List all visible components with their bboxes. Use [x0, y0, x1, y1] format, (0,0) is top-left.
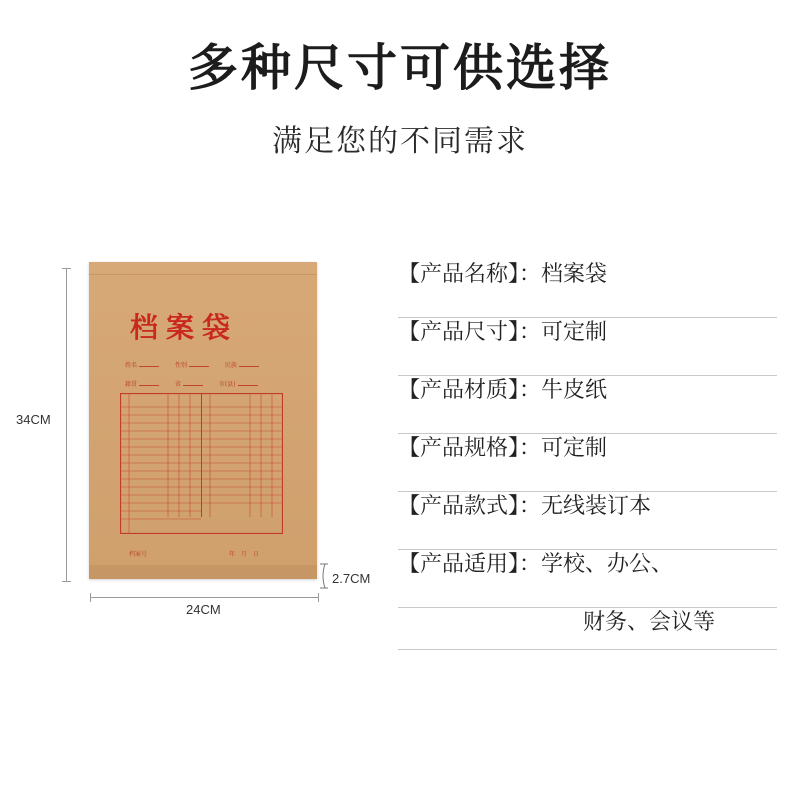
spec-value: 无线装订本: [541, 494, 652, 519]
spec-separator: ：: [519, 262, 542, 287]
envelope-date-label: 年 月 日: [229, 551, 260, 558]
spec-row-style: [398, 492, 777, 550]
envelope-field: 市(县): [219, 379, 258, 388]
spec-value: 学校、办公、: [541, 552, 674, 577]
spec-label: 【产品规格】: [398, 436, 520, 461]
envelope-record-table: [120, 393, 283, 534]
envelope-bottom-gusset: [89, 565, 317, 579]
spec-label: 【产品名称】: [398, 262, 520, 287]
spec-separator: ：: [519, 494, 542, 519]
width-dimension-line: [90, 597, 319, 598]
height-label: 34CM: [16, 412, 51, 427]
spec-row-specification: [398, 434, 777, 492]
spec-separator: ：: [519, 320, 542, 345]
spec-separator: ：: [519, 552, 542, 577]
spec-value: 可定制: [541, 436, 608, 461]
page-subtitle: 满足您的不同需求: [272, 124, 528, 159]
spec-row-material: [398, 376, 777, 434]
spec-row-size: [398, 318, 777, 376]
spec-separator: ：: [519, 436, 542, 461]
spec-row-name: [398, 260, 777, 318]
envelope-field-row: [125, 360, 273, 369]
archive-envelope-image: [89, 262, 317, 579]
spec-label: 【产品尺寸】: [398, 320, 520, 345]
depth-dimension-mark: [318, 562, 330, 590]
envelope-title: 档案袋: [129, 311, 238, 344]
spec-value: 可定制: [541, 320, 608, 345]
envelope-field: 性别: [175, 360, 209, 369]
spec-value: 档案袋: [541, 262, 608, 287]
envelope-field: 籍贯: [125, 379, 159, 388]
envelope-field: 民族: [225, 360, 259, 369]
envelope-flap-crease: [89, 274, 317, 275]
envelope-field: 姓名: [125, 360, 159, 369]
page-title: 多种尺寸可供选择: [188, 39, 612, 97]
spec-label: 【产品款式】: [398, 494, 520, 519]
spec-label: 【产品适用】: [398, 552, 520, 577]
envelope-field-row: [125, 379, 272, 388]
width-label: 24CM: [186, 602, 221, 617]
spec-separator: ：: [519, 378, 542, 403]
record-table-graphic: [120, 393, 283, 534]
row-divider: [398, 649, 777, 650]
spec-value: 财务、会议等: [583, 610, 716, 635]
spec-row-usage-continued: [398, 608, 777, 650]
envelope-field: 省: [175, 379, 203, 388]
height-dimension-line: [66, 268, 67, 582]
depth-label: 2.7CM: [332, 571, 371, 586]
spec-row-usage: [398, 550, 777, 608]
spec-value: 牛皮纸: [541, 378, 608, 403]
envelope-file-number-label: 档案号: [129, 551, 148, 558]
spec-label: 【产品材质】: [398, 378, 520, 403]
